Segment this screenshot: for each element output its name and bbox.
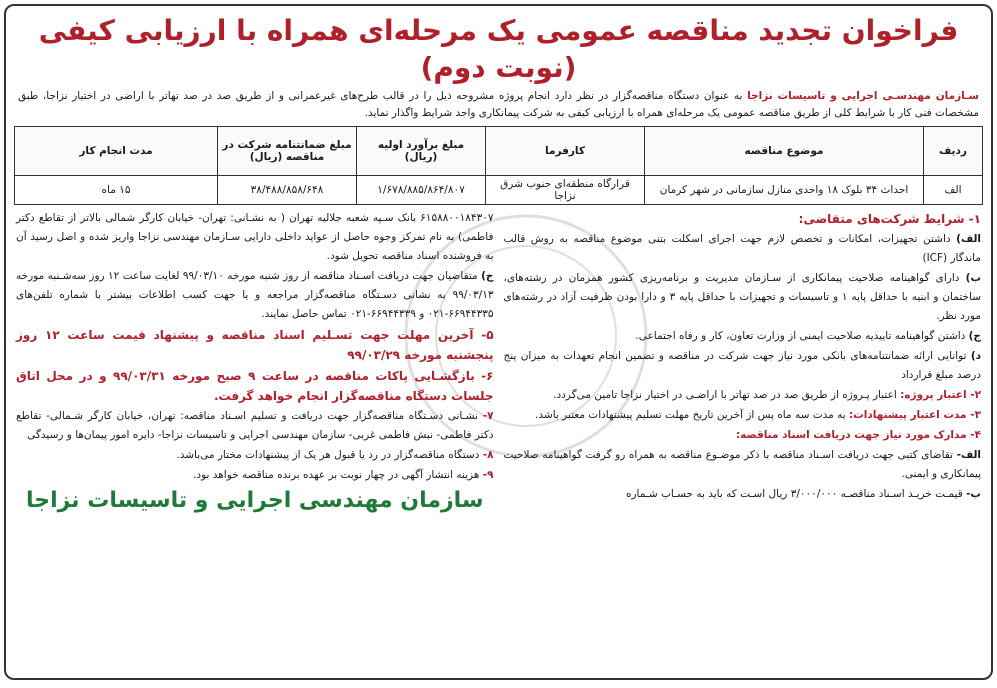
header-cell: مبلغ ضمانتنامه شرکت در مناقصه (ریال)	[218, 127, 357, 176]
item-label: ج)	[481, 270, 494, 282]
section-9	[16, 466, 494, 485]
section-2	[504, 386, 982, 405]
header-cell: مدت انجام کار	[15, 127, 218, 176]
table-cell: الف	[924, 176, 983, 205]
intro-paragraph	[6, 86, 991, 122]
item-text: داشتن گواهینامه تاییدیه صلاحیت ایمنی از وزارت تعاون، کار و رفاه اجتماعی.	[635, 330, 969, 342]
item-text: به مدت سه ماه پس از آخرین تاریخ مهلت تسلیم پیشنهادات معتبر باشد.	[535, 409, 849, 421]
item-text: اعتبار پـروژه از طریق صد در صد تهاتر با اراضـی در اختیار نزاجا تامین می‌گردد.	[553, 389, 901, 401]
account-paragraph: ۶۱۵۸۸۰۰۱۸۴۳۰۷ بانک سـپه شعبه جلالیه تهران ( به نشـانی: تهران- خیابان کارگر شمالی بالاتر از تقاطع دکتر فاطمی) به نام تمرکز وجوه حاصل از عواید داخلی دارایی سـازمان مهندسی نزاجا واریز شده و اصل رسید آن به فروشنده اسناد مناقصه تحویل شود.	[16, 212, 494, 262]
item-text: قیمـت خریـد اسـناد مناقصـه ۳/۰۰۰/۰۰۰ ریال اسـت که باید به حسـاب شـماره	[625, 488, 967, 500]
item-label: ج)	[968, 330, 981, 342]
item-text: داشتن تجهیزات، امکانات و تخصص لازم جهت اجرای اسکلت بتنی موضوع مناقصه به روش قالب ماندگار (ICF)	[503, 233, 981, 264]
left-column	[16, 209, 494, 513]
section-4-heading: ۴- مدارک مورد نیاز جهت دریافت اسناد مناقصه:	[735, 429, 981, 441]
intro-text: به عنوان دستگاه مناقصه‌گزار در نظر دارد انجام پروژه مشروحه ذیل را در قالب طرح‌های غیرعمرانی و از طریق صد در صد تهاتر با اراضی در اختیار نزاجا، طبق مشخصات فنی کار با شرایط کلی از طریق مناقصه عمومی یک مرحله‌ای همراه با ارزیابی کیفی به شرکت پیمانکاری واجد شرایط واگذار نماید.	[18, 90, 979, 119]
item-text: دارای گواهینامه صلاحیت پیمانکاری از سـازمان مدیریت و برنامه‌ریزی کشور همزمان در رشته‌های، ساختمان و ابنیه با حداقل پایه ۱ و تاسیسات و تجهیزات با حداقل پایه ۳ و دارا بودن ظرفیت آزاد در رشته‌های مورد نظر.	[503, 272, 981, 322]
section-4c	[16, 267, 494, 324]
header-cell: کارفرما	[486, 127, 645, 176]
section-4b	[504, 485, 982, 504]
item-text: دستگاه مناقصه‌گزار در رد یا قبول هر یک از پیشنهادات مختار می‌باشد.	[176, 449, 483, 461]
section-3	[504, 406, 982, 425]
item-label: ب-	[966, 488, 981, 500]
tender-table	[14, 126, 983, 205]
item-label: ۹-	[482, 469, 494, 481]
item-label: د)	[970, 350, 981, 362]
title-line-1: فراخوان تجدید مناقصه عمومی یک مرحله‌ای همراه با ارزیابی کیفی	[38, 14, 959, 47]
header-cell: مبلغ برآورد اولیه (ریال)	[357, 127, 486, 176]
item-label: الف-	[956, 449, 981, 461]
item-text: نشـانی دسـتگاه مناقصه‌گزار جهت دریافت و تسلیم اسـناد مناقصه: تهران، خیابان کارگر شـمالی- تقاطع دکتر فاطمی- نبش فاطمی غربی- سازمان مهندسی اجرایی و تاسیسات نزاجا- دایره امور پیمان‌ها و رسیدگی	[16, 410, 494, 441]
section-6-opening: ۶- بازگشـایی پاکات مناقصه در ساعت ۹ صبح مورخه ۹۹/۰۳/۳۱ و در محل اتاق جلسات دستگاه مناقصه‌گزار انجام خواهد گرفت.	[16, 369, 494, 403]
intro-org: سـازمان مهندسـی اجرایی و تاسیسات نزاجا	[747, 90, 980, 102]
table-row	[15, 176, 983, 205]
item-label: ۷-	[482, 410, 494, 422]
body-columns	[6, 205, 991, 513]
item-label: الف)	[956, 233, 981, 245]
table-cell: احداث ۳۴ بلوک ۱۸ واحدی منازل سازمانی در شهر کرمان	[645, 176, 924, 205]
signature: سازمان مهندسی اجرایی و تاسیسات نزاجا	[25, 488, 484, 513]
condition-c	[504, 327, 982, 346]
item-text: تقاضای کتبی جهت دریافت اسـناد مناقصه با ذکر موضـوع مناقصه به همراه رو گرفت گواهینامه صلاحیت پیمانکاری و ایمنی.	[503, 449, 981, 480]
table-header-row	[15, 127, 983, 176]
page-title	[6, 12, 991, 86]
table-cell: ۱۵ ماه	[15, 176, 218, 205]
header-cell: موضوع مناقصه	[645, 127, 924, 176]
title-line-2: (نوبت دوم)	[420, 51, 577, 84]
section-4a	[504, 446, 982, 484]
section-7	[16, 407, 494, 445]
item-label: ۲- اعتبار پروژه:	[900, 389, 981, 401]
condition-a	[504, 230, 982, 268]
table-cell: قرارگاه منطقه‌ای جنوب شرق نزاجا	[486, 176, 645, 205]
item-label: ۸-	[482, 449, 494, 461]
section-8	[16, 446, 494, 465]
item-label: ۳- مدت اعتبار پیشنهادات:	[848, 409, 981, 421]
table-cell: ۱/۶۷۸/۸۸۵/۸۶۴/۸۰۷	[357, 176, 486, 205]
item-label: ب)	[965, 272, 981, 284]
item-text: هزینه انتشار آگهی در چهار نوبت بر عهده برنده مناقصه خواهد بود.	[193, 469, 483, 481]
tender-notice	[4, 4, 993, 680]
header-cell: ردیف	[924, 127, 983, 176]
section-1-heading: ۱- شرایط شرکت‌های متقاضی:	[798, 212, 981, 226]
item-text: متقاضیان جهت دریافت اسـناد مناقصه از روز شنبه مورخه ۹۹/۰۳/۱۰ لغایت ساعت ۱۲ روز سه‌شـنبه مورخه ۹۹/۰۳/۱۳ به نشانی دسـتگاه مناقصه‌گزار مراجعه و یا جهت کسب اطلاعات بیشتر با شماره تلفن‌های ۶۶۹۴۴۳۳۵-۰۲۱ و ۶۶۹۴۴۳۳۹-۰۲۱ تماس حاصل نمایند.	[16, 270, 494, 320]
section-5-deadline: ۵- آخرین مهلت جهت تسـلیم اسناد مناقصه و پیشنهاد قیمت ساعت ۱۲ روز پنجشنبه مورخه ۹۹/۰۳/۲۹	[16, 328, 494, 362]
table-cell: ۳۸/۴۸۸/۸۵۸/۶۴۸	[218, 176, 357, 205]
condition-d	[504, 347, 982, 385]
right-column	[504, 209, 982, 510]
item-text: توانایی ارائه ضمانتنامه‌های بانکی مورد نیاز جهت شرکت در مناقصه و تضمین انجام تعهدات به میزان پنج درصد مبلغ قرارداد	[503, 350, 981, 381]
condition-b	[504, 269, 982, 326]
